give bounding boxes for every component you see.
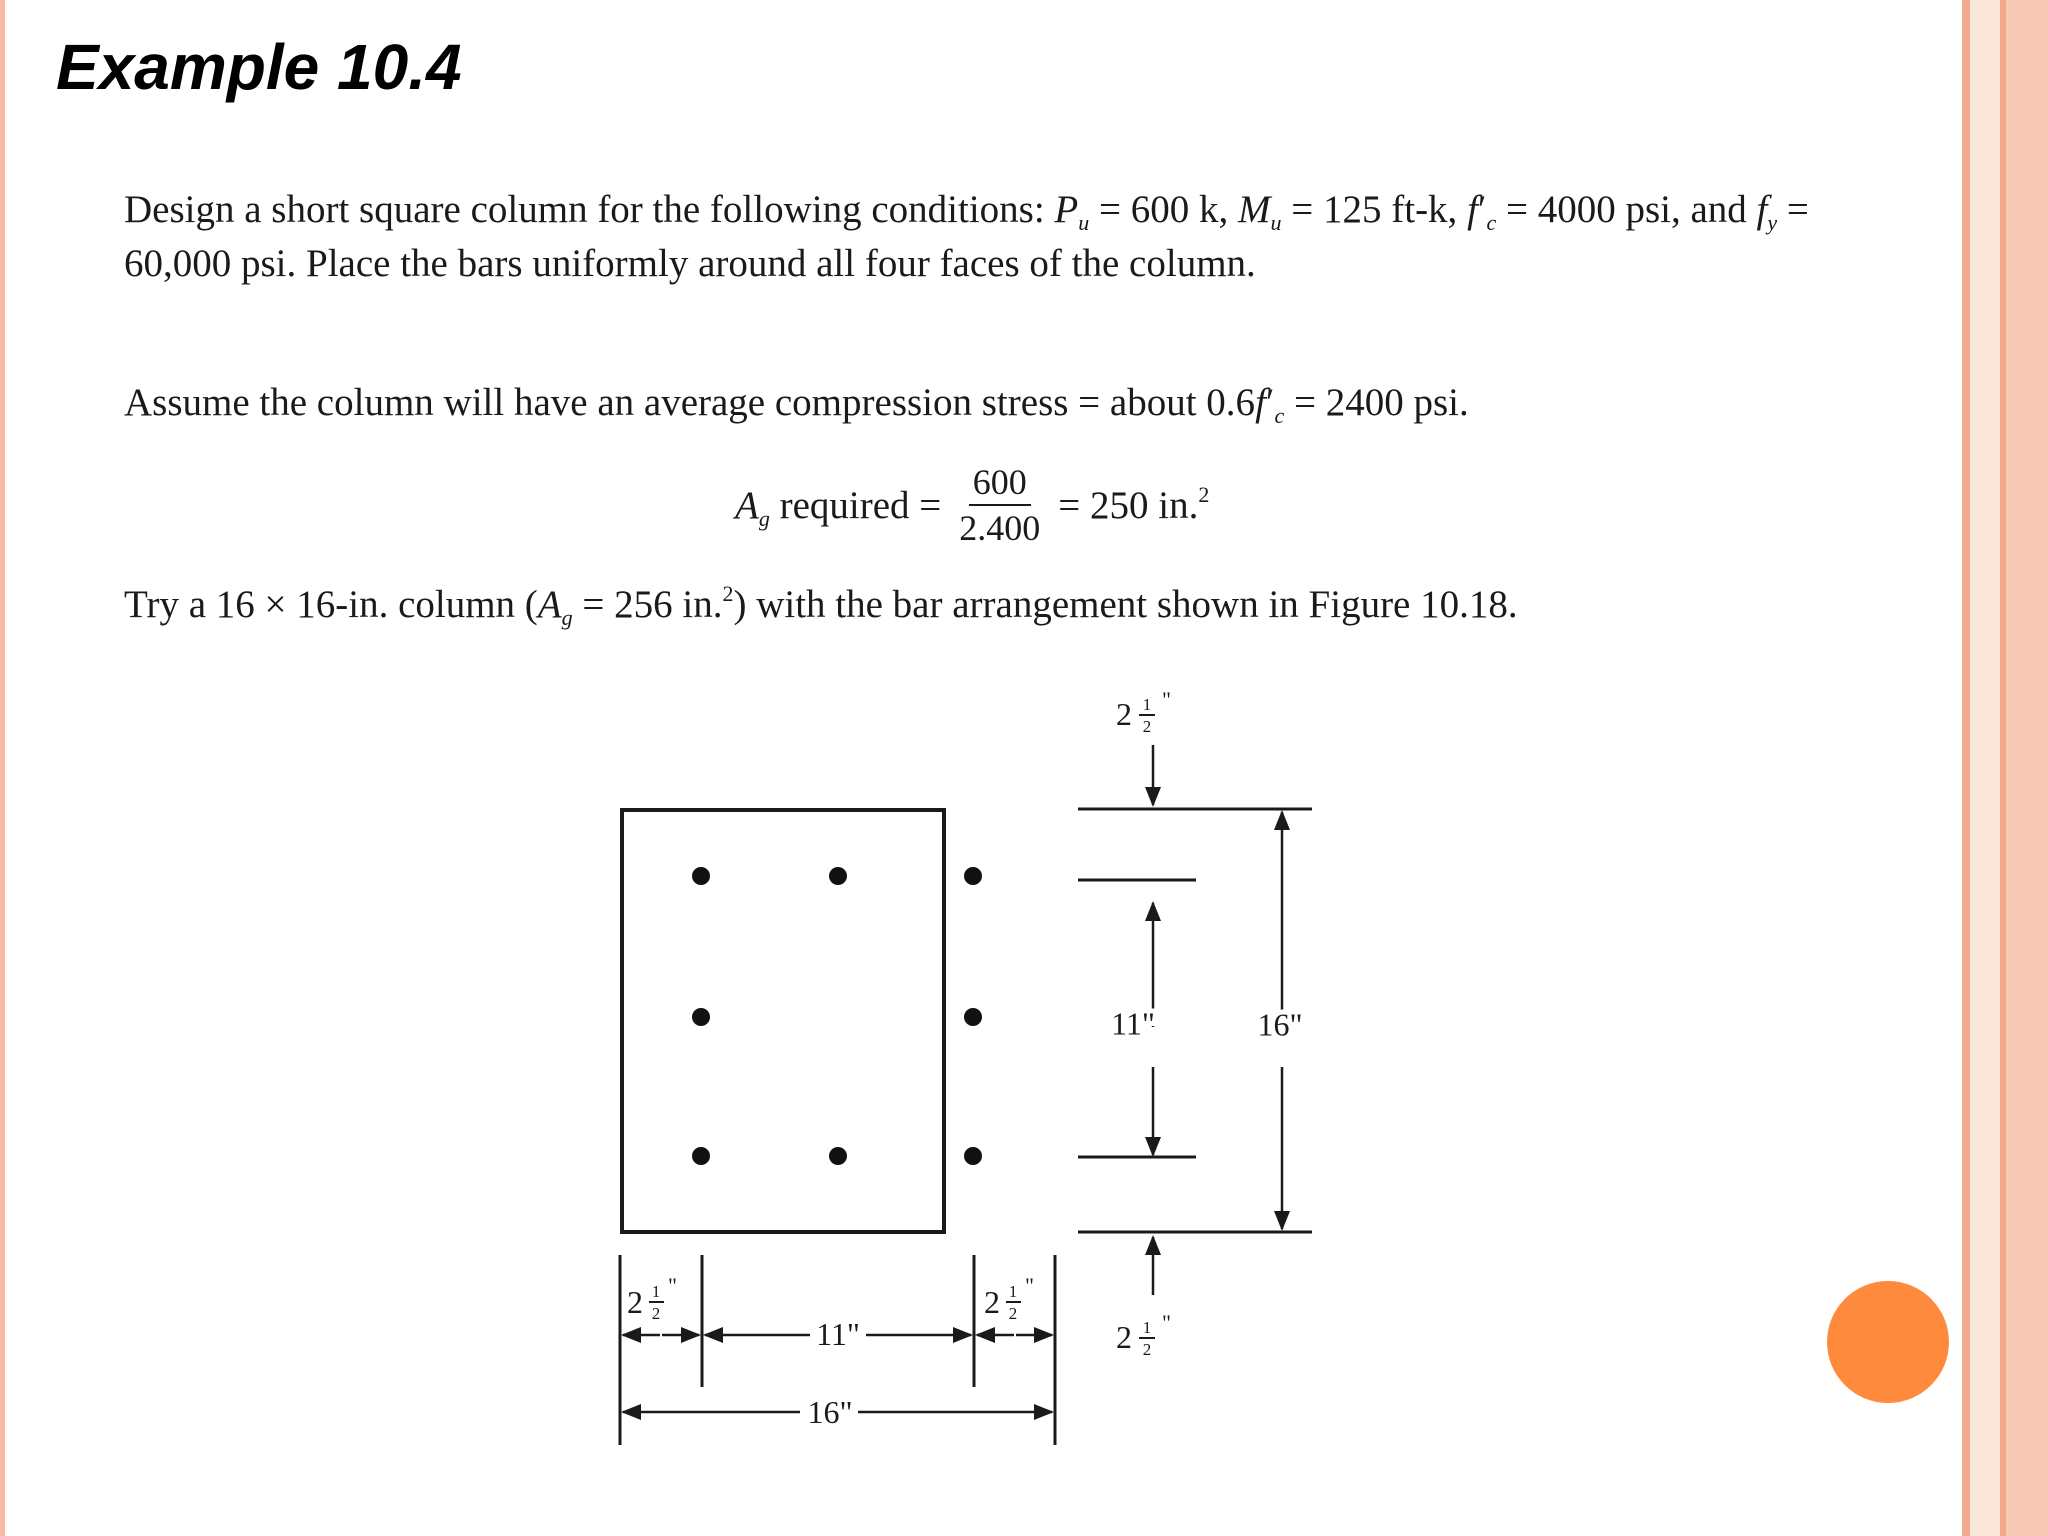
outer-dim-label: 16" — [1257, 1006, 1303, 1043]
svg-text:2: 2 — [1008, 1304, 1018, 1323]
area-required-equation: $A_g$ required = $\frac{600}{2.400}$ = 250 in.$^2$ — [735, 462, 1210, 548]
svg-text:1: 1 — [1142, 695, 1152, 714]
slide-left-border — [0, 0, 5, 1536]
column-section-drawing — [590, 675, 1350, 1460]
bottom-inner-dim-label: 11" — [816, 1316, 860, 1352]
rebar-dot — [964, 1147, 982, 1165]
assumption-statement: Assume the column will have an average compression stress = about $0.6f'_c = 2400$ psi. — [124, 381, 1469, 428]
svg-text:": " — [668, 1273, 677, 1298]
svg-text:1: 1 — [1142, 1318, 1152, 1337]
rebar-dot — [829, 1147, 847, 1165]
problem-statement: Design a short square column for the following conditions: $P_u = 600$ k, $M_u = 125$ ft-k, $f'_c = 4000$ psi, and $f_y = 60,000$ psi. Place the bars uniformly around all four faces of the column. — [124, 188, 1809, 285]
column-outline — [622, 810, 944, 1232]
orange-circle-decoration — [1827, 1281, 1949, 1403]
fraction — [955, 460, 1044, 550]
rebar-dot — [692, 1147, 710, 1165]
svg-text:": " — [1162, 687, 1171, 712]
svg-text:2: 2 — [1116, 696, 1132, 732]
rebar-dot — [692, 1008, 710, 1026]
inner-dim-label: 11" — [1111, 1005, 1155, 1042]
svg-text:2: 2 — [1142, 717, 1152, 736]
bottom-cover-label — [1116, 1310, 1171, 1359]
slide-right-border-outer — [2006, 0, 2048, 1536]
svg-text:1: 1 — [1008, 1282, 1018, 1301]
svg-text:": " — [1025, 1273, 1034, 1298]
bottom-right-cover-label — [984, 1273, 1034, 1323]
svg-text:1: 1 — [651, 1282, 661, 1301]
column-section-figure — [590, 675, 1350, 1460]
equation-result: = 250 in.$^2$ — [1058, 481, 1210, 527]
rebar-group — [692, 867, 982, 1165]
svg-text:2: 2 — [1142, 1340, 1152, 1359]
slide-title: Example 10.4 — [56, 31, 462, 103]
svg-text:2: 2 — [627, 1284, 643, 1320]
slide-right-border-band — [1970, 0, 2000, 1536]
slide-right-border — [1962, 0, 1970, 1536]
rebar-dot — [964, 1008, 982, 1026]
svg-text:": " — [1162, 1310, 1171, 1335]
svg-text:2: 2 — [984, 1284, 1000, 1320]
svg-text:2: 2 — [651, 1304, 661, 1323]
top-cover-label — [1116, 687, 1171, 736]
bottom-outer-dim-label: 16" — [807, 1394, 853, 1430]
rebar-dot — [964, 867, 982, 885]
rebar-dot — [692, 867, 710, 885]
rebar-dot — [829, 867, 847, 885]
fraction-numerator: 600 — [969, 460, 1031, 506]
trial-statement: Try a 16 × 16-in. column ($A_g = 256$ in.$^2$) with the bar arrangement shown in Figure 10.18. — [124, 581, 1518, 630]
svg-text:2: 2 — [1116, 1319, 1132, 1355]
fraction-denominator: 2.400 — [959, 508, 1041, 548]
bottom-left-cover-label — [627, 1273, 677, 1323]
